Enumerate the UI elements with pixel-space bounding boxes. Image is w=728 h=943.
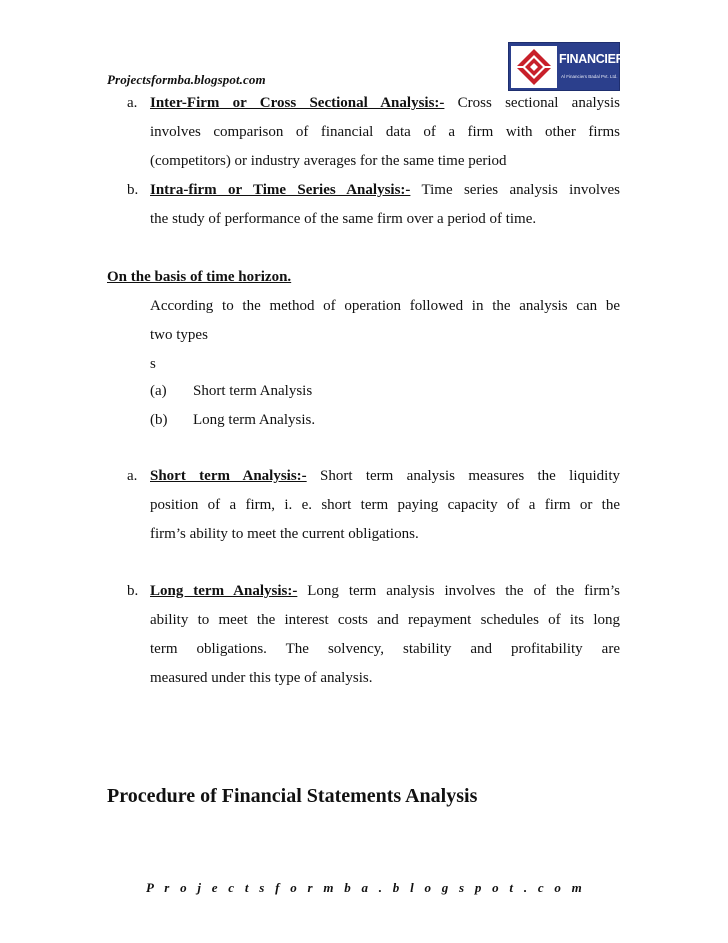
term-label: Short term Analysis:- <box>150 468 307 484</box>
list-marker: a. <box>127 95 138 111</box>
list-item-line <box>150 582 620 600</box>
financiers-logo <box>508 42 632 91</box>
logo-emblem-icon <box>511 46 557 88</box>
section-subheading: On the basis of time horizon. <box>107 269 292 285</box>
list-marker: b. <box>127 583 139 599</box>
list-marker: a. <box>127 468 138 484</box>
list-item-text: Long term Analysis. <box>193 412 316 428</box>
list-item-text: Time series analysis involves <box>410 182 620 198</box>
logo-text: FINANCIERs <box>559 52 632 66</box>
list-item-line: position of a firm, i. e. short term paying capacity of a firm or the <box>150 497 620 513</box>
list-item-line: measured under this type of analysis. <box>150 670 373 686</box>
list-item-text: Long term analysis involves the of the firm’s <box>297 583 620 599</box>
term-label: Long term Analysis:- <box>150 583 298 599</box>
list-item-text: Short term analysis measures the liquidity <box>306 468 620 484</box>
term-label: Intra-firm or Time Series Analysis:- <box>150 182 411 198</box>
list-item-line: firm’s ability to meet the current obligations. <box>150 526 419 542</box>
list-item-line: (competitors) or industry averages for the same time period <box>150 153 507 169</box>
list-marker: b. <box>127 182 139 198</box>
list-item-line <box>150 467 620 485</box>
list-item-line <box>150 94 620 112</box>
term-label: Inter-Firm or Cross Sectional Analysis:- <box>150 95 445 111</box>
list-item-line: term obligations. The solvency, stability and profitability are <box>150 641 620 657</box>
paragraph-line: According to the method of operation followed in the analysis can be <box>150 298 620 314</box>
list-item-line: ability to meet the interest costs and repayment schedules of its long <box>150 612 620 628</box>
list-item-text: Cross sectional analysis <box>444 95 620 111</box>
list-item-text: Short term Analysis <box>193 383 313 399</box>
site-header: Projectsformba.blogspot.com <box>107 72 266 87</box>
section-heading: Procedure of Financial Statements Analysis <box>107 785 478 807</box>
list-item-line: the study of performance of the same firm over a period of time. <box>150 211 537 227</box>
page-footer: P r o j e c t s f o r m b a . b l o g s p o t . c o m <box>146 880 582 895</box>
stray-text: s <box>150 356 156 372</box>
list-marker: (a) <box>150 383 167 399</box>
logo-subtext: Al Financiers Badal Pvt. Ltd. <box>561 74 618 79</box>
paragraph-line: two types <box>150 327 208 343</box>
list-marker: (b) <box>150 412 168 428</box>
list-item-line: involves comparison of financial data of a firm with other firms <box>150 124 620 140</box>
list-item-line <box>150 181 620 199</box>
